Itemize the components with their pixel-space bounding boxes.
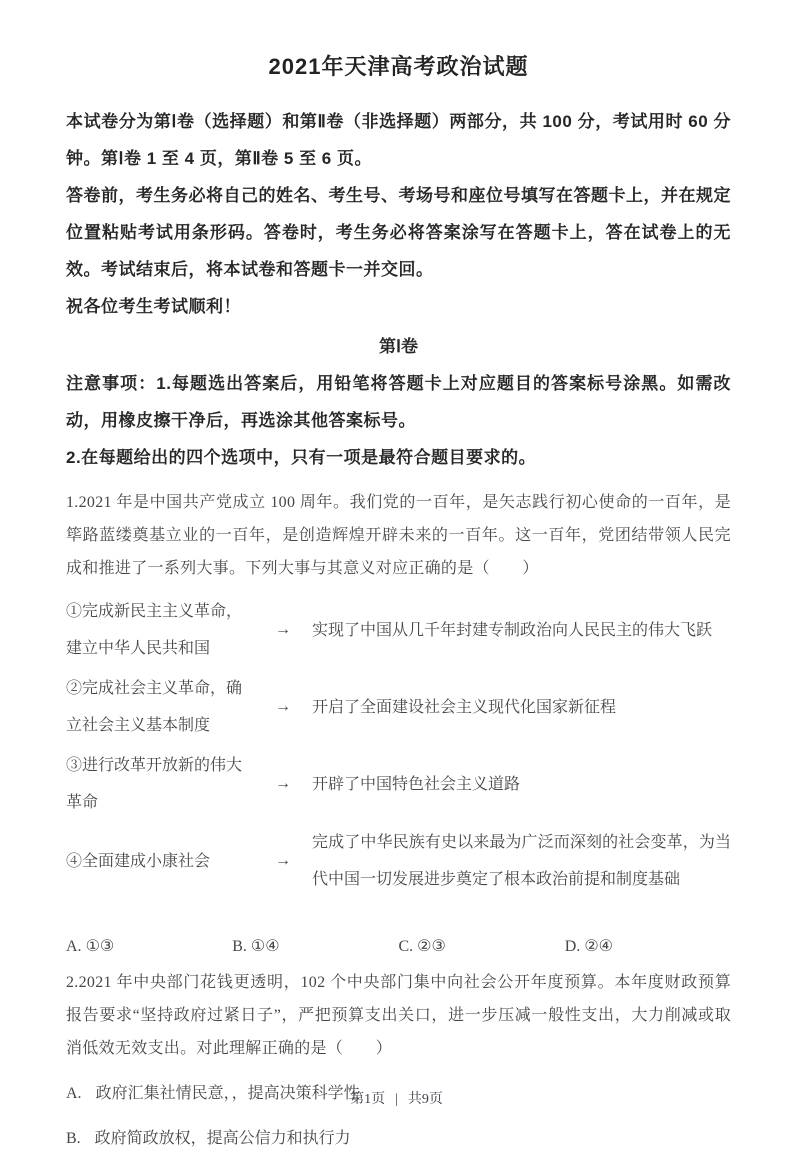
arrow-right-icon: → xyxy=(275,698,291,715)
question-1-options xyxy=(66,936,731,956)
arrow-right-icon: → xyxy=(275,775,291,792)
option-d-label: D. xyxy=(564,938,581,955)
intro-wish-line: 祝各位考生考试顺利！ xyxy=(66,297,241,316)
matching-row-1-meaning: 实现了中国从几千年封建专制政治向人民民主的伟大飞跃 xyxy=(312,621,713,639)
question-2-option-b xyxy=(66,1122,731,1155)
option-a-text: 政府汇集社情民意，，提高决策科学性 xyxy=(95,1085,360,1102)
option-b-value: ①④ xyxy=(250,938,280,955)
option-a-value: ①③ xyxy=(85,938,115,955)
option-a-label: A. xyxy=(66,938,82,955)
option-c-value: ②③ xyxy=(417,938,446,955)
footer-total-pages: 共9页 xyxy=(407,1092,443,1107)
question-1-option-a xyxy=(66,936,232,956)
section-1-heading: 第Ⅰ卷 xyxy=(378,337,418,356)
question-1-option-d xyxy=(565,936,731,956)
arrow-right-icon: → xyxy=(275,621,291,638)
matching-row-3-meaning: 开辟了中国特色社会主义道路 xyxy=(312,775,521,793)
intro-paragraph-instructions: 答卷前，考生务必将自己的姓名、考生号、考场号和座位号填写在答题卡上，并在规定位置粘贴考试用条形码。答卷时，考生务必将答案涂写在答题卡上，答在试卷上的无效。考试结束后，将本试卷和答题卡一并交回。 xyxy=(66,186,731,279)
arrow-right-icon: → xyxy=(275,852,291,869)
matching-row-3 xyxy=(66,747,731,821)
page-title: 2021年天津高考政治试题 xyxy=(268,54,529,79)
matching-row-4-event: ④全面建成小康社会 xyxy=(66,852,211,870)
matching-row-2-event: ②完成社会主义革命，确立社会主义基本制度 xyxy=(66,680,243,734)
option-b-text: 政府简政放权，提高公信力和执行力 xyxy=(94,1130,351,1147)
matching-row-2 xyxy=(66,670,731,744)
matching-row-4-meaning: 完成了中华民族有史以来最为广泛而深刻的社会变革，为当代中国一切发展进步奠定了根本政治前提和制度基础 xyxy=(312,834,731,888)
matching-row-1 xyxy=(66,593,731,667)
section-1-notes-2: 2.在每题给出的四个选项中，只有一项是最符合题目要求的。 xyxy=(66,448,537,467)
option-b-label: B. xyxy=(66,1130,81,1147)
question-1-matching-table xyxy=(66,593,731,898)
option-d-value: ②④ xyxy=(584,938,613,955)
page-footer xyxy=(0,1088,793,1108)
matching-row-2-meaning: 开启了全面建设社会主义现代化国家新征程 xyxy=(312,698,617,716)
question-2-stem: 2.2021 年中央部门花钱更透明，102 个中央部门集中向社会公开年度预算。本年度财政预算报告要求“坚持政府过紧日子”，严把预算支出关口，进一步压减一般性支出，大力削减或取消低效无效支出。对此理解正确的是（ ） xyxy=(66,974,731,1057)
question-1-option-c xyxy=(399,936,565,956)
option-c-label: C. xyxy=(398,938,414,955)
footer-current-page: 第1页 xyxy=(350,1092,386,1107)
footer-separator: | xyxy=(395,1092,398,1107)
option-b-label: B. xyxy=(232,938,247,955)
question-1-stem: 1.2021 年是中国共产党成立 100 周年。我们党的一百年，是矢志践行初心使命的一百年，是筚路蓝缕奠基立业的一百年，是创造辉煌开辟未来的一百年。这一百年，党团结带领人民完成和推进了一系列大事。下列大事与其意义对应正确的是（ ） xyxy=(66,494,731,577)
matching-row-4 xyxy=(66,824,731,898)
question-1-option-b xyxy=(232,936,398,956)
section-1-notes: 注意事项：1.每题选出答案后，用铅笔将答题卡上对应题目的答案标号涂黑。如需改动，用橡皮擦干净后，再选涂其他答案标号。 xyxy=(66,374,731,430)
option-a-label: A. xyxy=(66,1085,82,1102)
matching-row-1-event: ①完成新民主主义革命，建立中华人民共和国 xyxy=(66,603,243,657)
intro-paragraph-structure: 本试卷分为第Ⅰ卷（选择题）和第Ⅱ卷（非选择题）两部分，共 100 分，考试用时 60 分钟。第Ⅰ卷 1 至 4 页，第Ⅱ卷 5 至 6 页。 xyxy=(66,112,731,168)
matching-row-3-event: ③进行改革开放新的伟大革命 xyxy=(66,757,243,811)
